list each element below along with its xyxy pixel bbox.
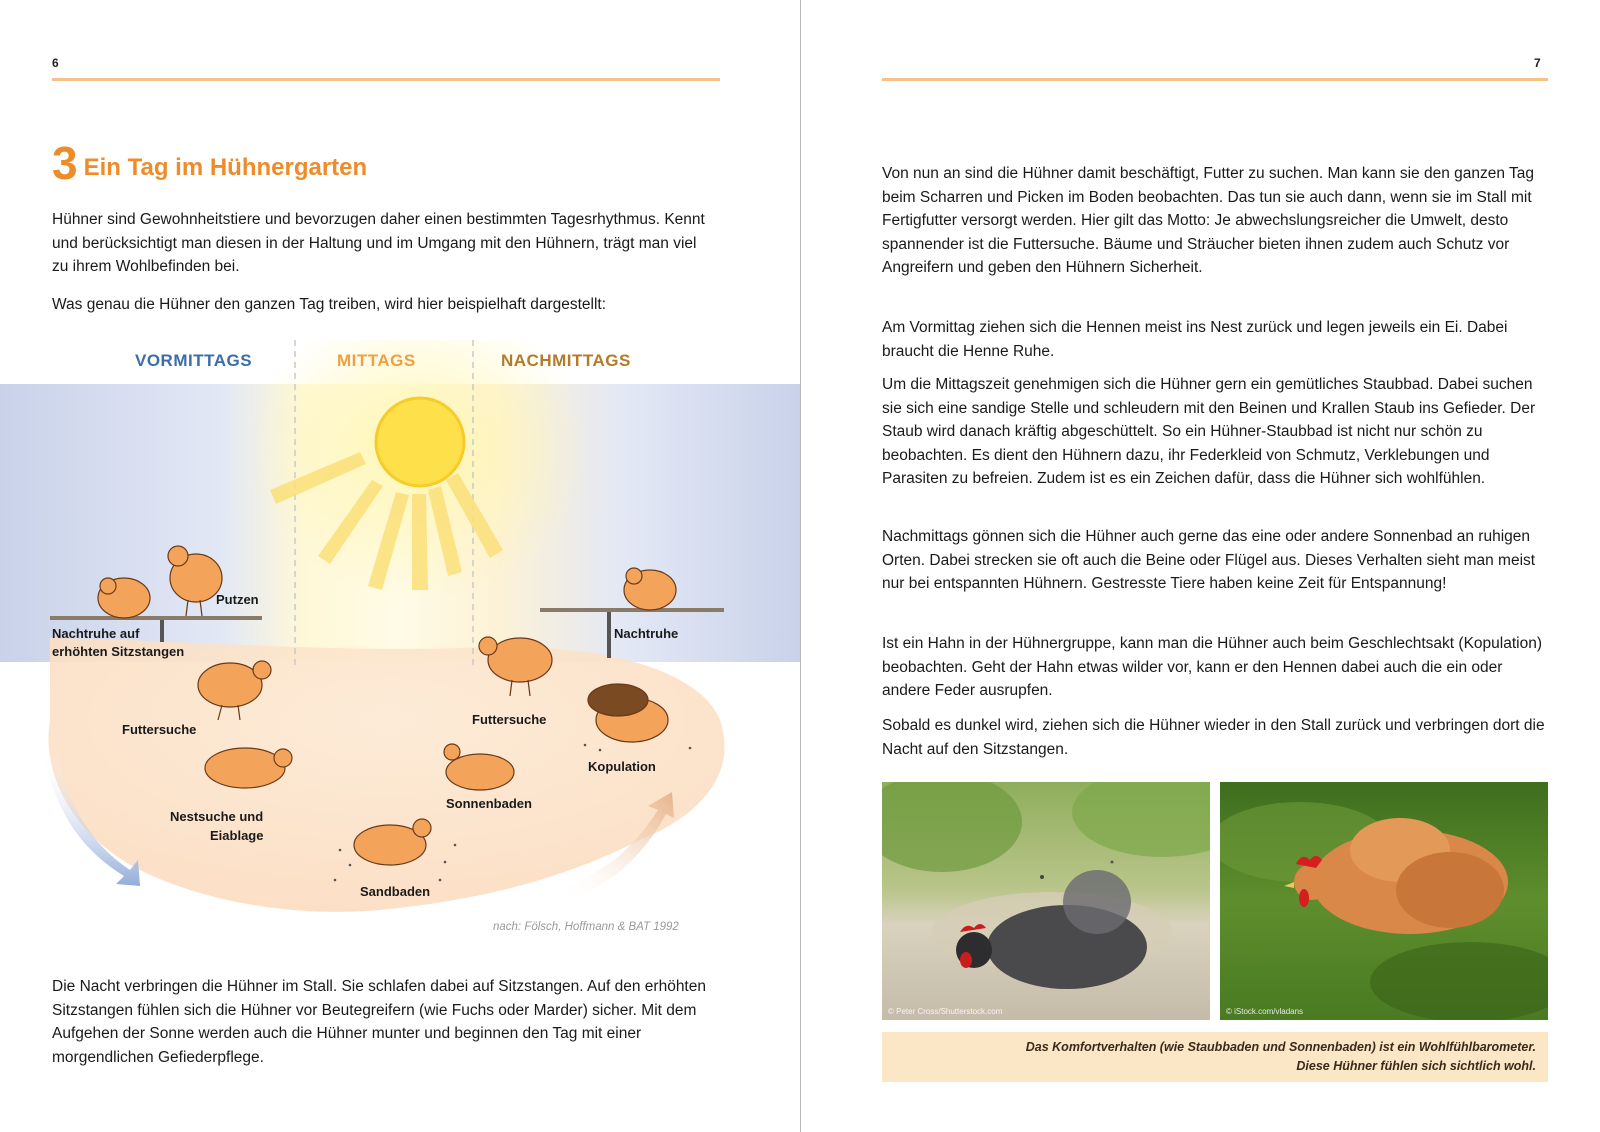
right-paragraph-1: Von nun an sind die Hühner damit beschäftigt, Futter zu suchen. Man kann sie den ganzen Tag beim Scharren und Picken im Boden beobachten. Das tun sie auch dann, wenn sie im Stall mit Fertigfutter versorgt werden. Hier gilt das Motto: Je abwechslungsreicher die Umwelt, desto spannender ist die Futtersuche. Bäume und Sträucher bieten ihnen zudem auch Schutz vor Angreifern und geben den Hühnern Sicherheit.: [882, 165, 1534, 276]
intro-paragraph-1: Hühner sind Gewohnheitstiere und bevorzugen daher einen bestimmten Tagesrhythmus. Kennt und berücksichtigt man diesen in der Haltung und im Umgang mit den Hühnern, trägt man viel zu ihrem Wohlbefinden bei.: [52, 211, 705, 275]
chapter-title: [52, 136, 367, 190]
period-mittags: MITTAGS: [337, 351, 416, 370]
period-nachmittags: NACHMITTAGS: [501, 351, 631, 370]
right-paragraph-6: Sobald es dunkel wird, ziehen sich die Hühner wieder in den Stall zurück und verbringen dort die Nacht auf den Sitzstangen.: [882, 717, 1545, 758]
diagram-svg: [0, 340, 800, 960]
right-paragraph-4: Nachmittags gönnen sich die Hühner auch gerne das eine oder andere Sonnenbad an ruhigen Orten. Dabei strecken sie oft auch die Beine oder Flügel aus. Dieses Verhalten sieht man meist nur bei entspannten Hühnern. Gestresste Tiere haben keine Zeit für Entspannung!: [882, 528, 1536, 592]
label-sandbaden: Sandbaden: [360, 884, 431, 899]
right-paragraph-5: Ist ein Hahn in der Hühnergruppe, kann man die Hühner auch beim Geschlechtsakt (Kopulation) beobachten. Geht der Hahn etwas wilder vor, kann er den Hennen dabei auch die ein oder andere Feder ausrupfen.: [882, 635, 1542, 699]
sun-icon: [376, 398, 464, 486]
label-putzen: Putzen: [216, 592, 259, 607]
label-sonnenbaden: Sonnenbaden: [446, 796, 532, 811]
right-paragraph-3: Um die Mittagszeit genehmigen sich die Hühner gern ein gemütliches Staubbad. Dabei suchen sie sich eine sandige Stelle und schleudern mit den Beinen und Krallen Staub ins Gefieder. Der Staub wird danach kräftig abgeschüttelt. So ein Hühner-Staubbad ist nicht nur schön zu beobachten. Es dient den Hühnern dazu, ihr Federkleid von Schmutz, Verklebungen und Parasiten zu befreien. Zudem ist es ein Zeichen dafür, dass die Hühner sich wohlfühlen.: [882, 376, 1536, 487]
period-vormittags: VORMITTAGS: [135, 351, 253, 370]
chapter-number: 3: [52, 137, 78, 189]
diagram-credit: nach: Fölsch, Hoffmann & BAT 1992: [493, 921, 679, 933]
closing-paragraph: Die Nacht verbringen die Hühner im Stall. Sie schlafen dabei auf Sitzstangen. Auf den erhöhten Sitzstangen fühlen sich die Hühner vor Beutegreifern (wie Fuchs oder Marder) sicher. Mit dem Aufgehen der Sonne werden auch die Hühner munter und beginnen den Tag mit einer morgendlichen Gefiederpflege.: [52, 978, 706, 1066]
daily-routine-diagram: [0, 340, 800, 960]
chapter-heading: Ein Tag im Hühnergarten: [83, 154, 368, 181]
caption-line-2: Diese Hühner fühlen sich sichtlich wohl.: [1296, 1059, 1536, 1073]
label-nestsuche-1: Nestsuche und: [170, 809, 264, 824]
photo-caption: [882, 1032, 1548, 1082]
photo-dustbathing-hen: [882, 782, 1210, 1020]
header-rule-right: [882, 78, 1548, 81]
intro-paragraph-2: Was genau die Hühner den ganzen Tag treiben, wird hier beispielhaft dargestellt:: [52, 296, 607, 313]
label-futtersuche-left: Futtersuche: [122, 722, 197, 737]
label-nachtruhe-left-1: Nachtruhe auf: [52, 626, 140, 641]
photo-credit-2: © iStock.com/vladans: [1226, 1007, 1304, 1016]
caption-line-1: Das Komfortverhalten (wie Staubbaden und Sonnenbaden) ist ein Wohlfühlbarometer.: [1025, 1040, 1536, 1054]
label-futtersuche-right: Futtersuche: [472, 712, 547, 727]
header-rule-left: [52, 78, 720, 81]
label-nachtruhe-right: Nachtruhe: [614, 626, 679, 641]
ground-area: [48, 638, 724, 912]
label-nachtruhe-left-2: erhöhten Sitzstangen: [52, 644, 185, 659]
label-kopulation: Kopulation: [588, 759, 656, 774]
page-number-right: 7: [1534, 56, 1541, 70]
photo-credit-1: © Peter Cross/Shutterstock.com: [888, 1007, 1003, 1016]
photo-sunbathing-hen: [1220, 782, 1548, 1020]
chicken-sleeping-left-icon: [98, 578, 150, 618]
page-divider: [800, 0, 801, 1132]
label-nestsuche-2: Eiablage: [210, 828, 264, 843]
right-paragraph-2: Am Vormittag ziehen sich die Hennen meist ins Nest zurück und legen jeweils ein Ei. Dabei braucht die Henne Ruhe.: [882, 319, 1508, 360]
page-number-left: 6: [52, 56, 59, 70]
